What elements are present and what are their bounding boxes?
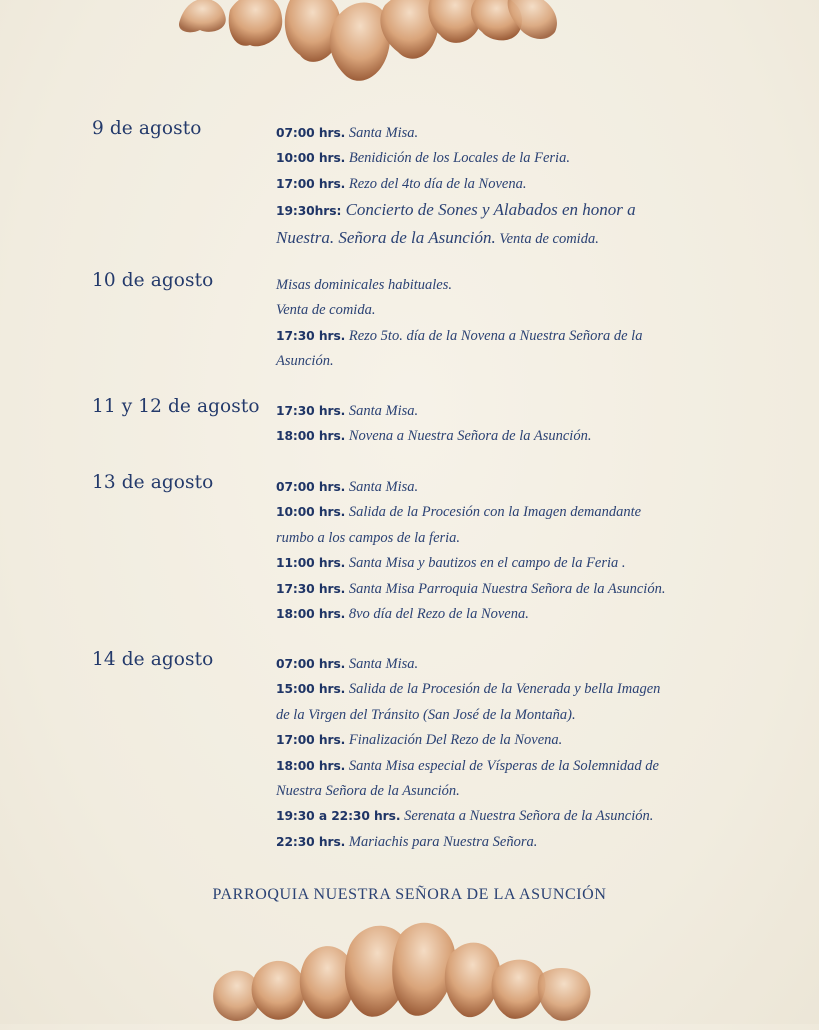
event-line: Nuestra. Señora de la Asunción. Venta de comida. (276, 227, 599, 247)
event-line: 15:00 hrs. Salida de la Procesión de la Venerada y bella Imagen (276, 681, 661, 698)
event-line: 11:00 hrs. Santa Misa y bautizos en el campo de la Feria . (276, 555, 626, 572)
event-line: 22:30 hrs. Mariachis para Nuestra Señora. (276, 833, 538, 850)
day-events (276, 475, 736, 627)
day-date: 10 de agosto (92, 270, 214, 291)
event-line: 17:30 hrs. Rezo 5to. día de la Novena a Nuestra Señora de la (276, 327, 643, 344)
event-line: 17:30 hrs. Santa Misa Parroquia Nuestra Señora de la Asunción. (276, 580, 666, 597)
floral-decoration-bottom (210, 915, 610, 1030)
event-line: de la Virgen del Tránsito (San José de la Montaña). (276, 706, 576, 723)
event-line: 19:30 a 22:30 hrs. Serenata a Nuestra Señora de la Asunción. (276, 808, 654, 825)
parish-footer: PARROQUIA NUESTRA SEÑORA DE LA ASUNCIÓN (212, 886, 607, 903)
event-line: 18:00 hrs. 8vo día del Rezo de la Novena. (276, 606, 529, 623)
event-line: 17:00 hrs. Rezo del 4to día de la Novena. (276, 175, 527, 192)
day-events (276, 273, 736, 375)
day-date: 11 y 12 de agosto (92, 396, 260, 417)
event-line: Misas dominicales habituales. (276, 277, 453, 293)
event-line: 10:00 hrs. Benidición de los Locales de la Feria. (276, 150, 570, 167)
event-line: rumbo a los campos de la feria. (276, 529, 461, 546)
event-line: Asunción. (276, 353, 334, 370)
day-events (276, 652, 736, 855)
day-date: 14 de agosto (92, 649, 214, 670)
event-line: 17:00 hrs. Finalización Del Rezo de la Novena. (276, 732, 563, 749)
event-line: 19:30hrs: Concierto de Sones y Alabados en honor a (276, 200, 636, 220)
event-line: 18:00 hrs. Novena a Nuestra Señora de la Asunción. (276, 428, 592, 445)
day-date: 13 de agosto (92, 472, 214, 493)
event-line: 07:00 hrs. Santa Misa. (276, 125, 419, 141)
day-date: 9 de agosto (92, 118, 202, 139)
floral-decoration-top (170, 0, 570, 100)
event-line: 07:00 hrs. Santa Misa. (276, 656, 419, 672)
event-line: 07:00 hrs. Santa Misa. (276, 479, 419, 495)
event-line: 10:00 hrs. Salida de la Procesión con la Imagen demandante (276, 504, 642, 521)
event-line: Venta de comida. (276, 302, 376, 319)
event-line: 17:30 hrs. Santa Misa. (276, 403, 419, 419)
event-line: Nuestra Señora de la Asunción. (276, 783, 460, 800)
day-events (276, 399, 736, 450)
event-line: 18:00 hrs. Santa Misa especial de Vísperas de la Solemnidad de (276, 757, 659, 774)
day-events (276, 121, 736, 252)
